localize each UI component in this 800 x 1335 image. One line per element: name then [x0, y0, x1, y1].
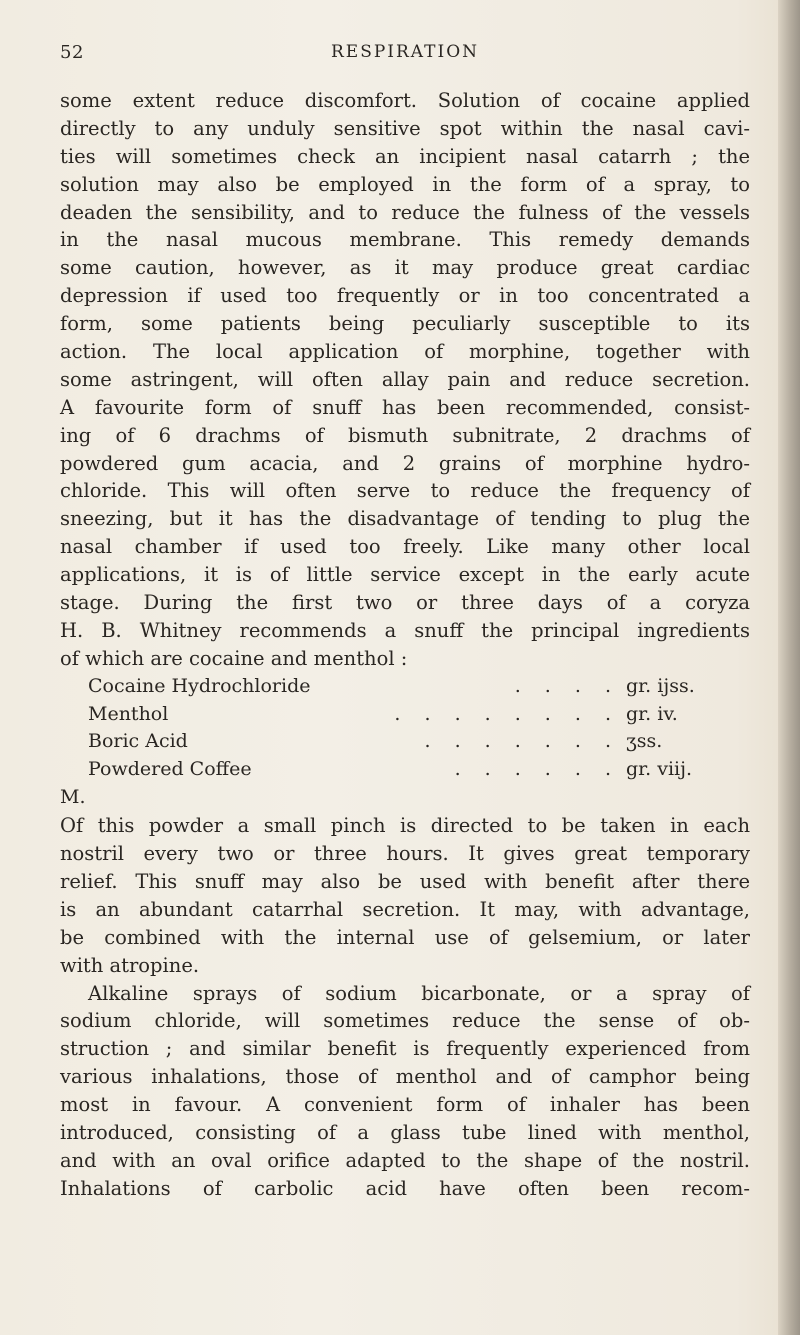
recipe-row — [60, 701, 750, 729]
recipe-leader-dots: . . . . — [514, 674, 620, 697]
text-line: some caution, however, as it may produce great cardiac — [60, 256, 750, 280]
text-line: struction ; and similar benefit is frequently experienced from — [60, 1037, 750, 1061]
recipe-leader-dots: . . . . . . . . — [394, 702, 620, 725]
text-line: depression if used too frequently or in too concentrated a — [60, 284, 750, 308]
text-line: various inhalations, those of menthol and of camphor being — [60, 1065, 750, 1089]
recipe-leader-dots: . . . . . . — [454, 758, 620, 781]
text-line: be combined with the internal use of gelsemium, or later — [60, 925, 750, 949]
text-line: deaden the sensibility, and to reduce the fulness of the vessels — [60, 200, 750, 224]
recipe-quantity: gr. ijss. — [626, 674, 695, 697]
text-line: is an abundant catarrhal secretion. It may, with advantage, — [60, 897, 750, 921]
text-line: solution may also be employed in the form of a spray, to — [60, 172, 750, 196]
page-header — [60, 42, 750, 72]
text-line: Of this powder a small pinch is directed to be taken in each — [60, 814, 750, 838]
body-text — [60, 87, 750, 1203]
recipe-row — [60, 756, 750, 784]
text-line: nasal chamber if used too freely. Like many other local — [60, 535, 750, 559]
recipe-ingredient: Cocaine Hydrochloride — [88, 674, 311, 697]
text-line: nostril every two or three hours. It gives great temporary — [60, 842, 750, 866]
text-line: and with an oval orifice adapted to the shape of the nostril. — [60, 1148, 750, 1172]
text-line: A favourite form of snuff has been recommended, consist- — [60, 395, 750, 419]
recipe-ingredient: Boric Acid — [88, 730, 188, 753]
text-line: directly to any unduly sensitive spot within the nasal cavi- — [60, 116, 750, 140]
text-line: Alkaline sprays of sodium bicarbonate, or a spray of — [88, 981, 750, 1005]
recipe-mark: M. — [60, 786, 86, 809]
text-line: action. The local application of morphine, together with — [60, 340, 750, 364]
text-line: in the nasal mucous membrane. This remedy demands — [60, 228, 750, 252]
running-title: RESPIRATION — [330, 42, 480, 62]
text-line: with atropine. — [60, 953, 200, 977]
text-line: H. B. Whitney recommends a snuff the principal ingredients — [60, 618, 750, 642]
page-number: 52 — [60, 42, 84, 63]
text-line: some extent reduce discomfort. Solution of cocaine applied — [60, 89, 750, 112]
text-line: relief. This snuff may also be used with benefit after there — [60, 869, 750, 893]
text-line: form, some patients being peculiarly susceptible to its — [60, 312, 750, 336]
text-line: most in favour. A convenient form of inhaler has been — [60, 1093, 750, 1117]
recipe-ingredient: Menthol — [88, 702, 169, 725]
recipe-leader-dots: . . . . . . . — [424, 730, 620, 753]
recipe-quantity: ʒss. — [626, 730, 663, 753]
text-line: introduced, consisting of a glass tube lined with menthol, — [60, 1120, 750, 1144]
recipe-row — [60, 673, 750, 701]
text-line: some astringent, will often allay pain and reduce secretion. — [60, 367, 750, 391]
recipe-row — [60, 728, 750, 756]
text-line: Inhalations of carbolic acid have often been recom- — [60, 1176, 750, 1200]
text-line: stage. During the first two or three days of a coryza — [60, 591, 750, 615]
text-line: chloride. This will often serve to reduce the frequency of — [60, 479, 750, 503]
recipe-quantity: gr. viij. — [626, 758, 693, 781]
text-line: applications, it is of little service except in the early acute — [60, 563, 750, 587]
text-line: of which are cocaine and menthol : — [60, 646, 408, 670]
text-line: powdered gum acacia, and 2 grains of morphine hydro- — [60, 451, 750, 475]
recipe-ingredient: Powdered Coffee — [88, 758, 252, 781]
text-line: ties will sometimes check an incipient nasal catarrh ; the — [60, 144, 750, 168]
book-spine-shadow — [778, 0, 800, 1335]
text-line: sodium chloride, will sometimes reduce the sense of ob- — [60, 1009, 750, 1033]
text-line: sneezing, but it has the disadvantage of tending to plug the — [60, 507, 750, 531]
text-line: ing of 6 drachms of bismuth subnitrate, 2 drachms of — [60, 423, 750, 447]
recipe-quantity: gr. iv. — [626, 702, 678, 725]
